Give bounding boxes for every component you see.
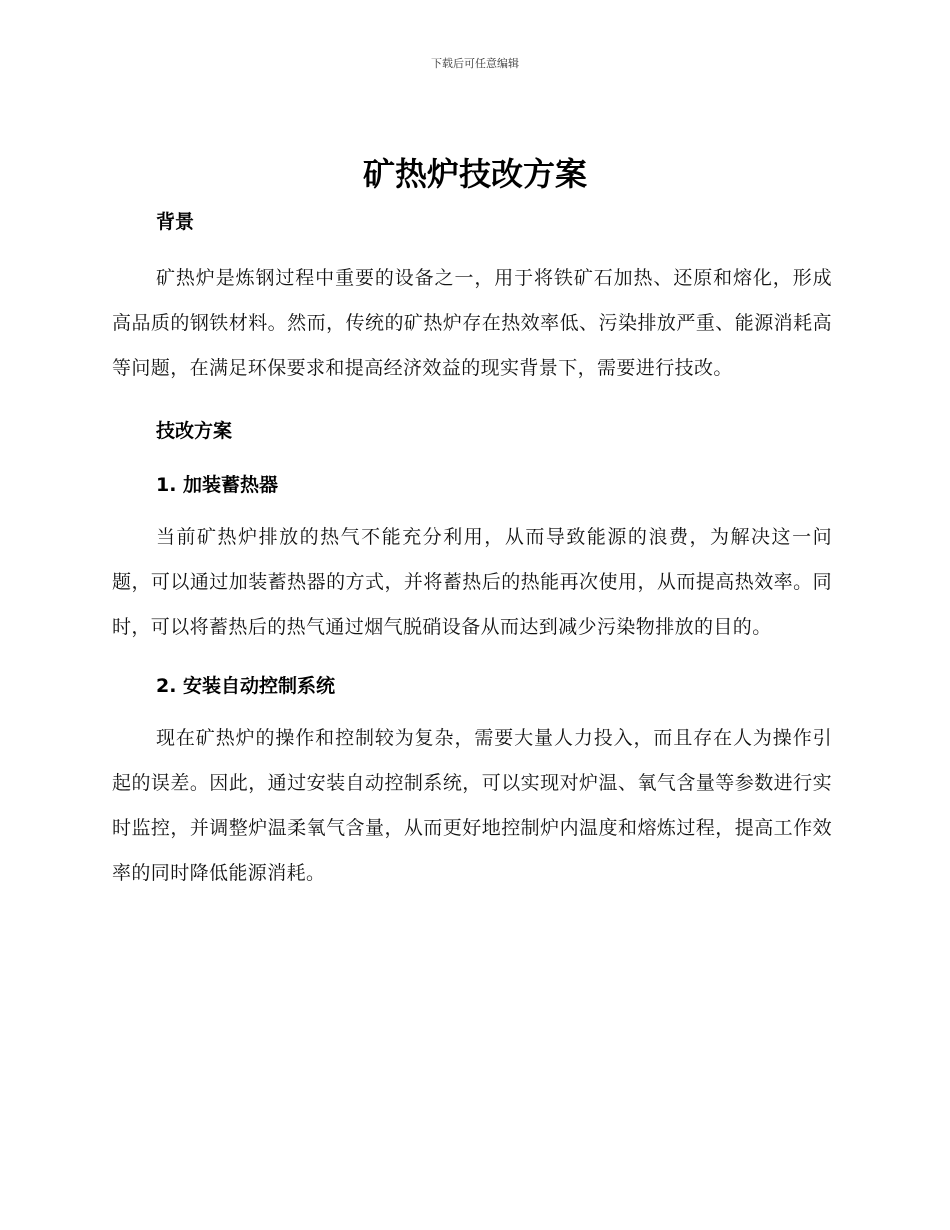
subsection-paragraph-1: 当前矿热炉排放的热气不能充分利用，从而导致能源的浪费，为解决这一问题，可以通过加装蓄热器的方式，并将蓄热后的热能再次使用，从而提高热效率。同时，可以将蓄热后的热气通过烟气脱硝设备从而达到减少污染物排放的目的。 xyxy=(112,526,832,638)
page-title: 矿热炉技改方案 xyxy=(362,155,587,193)
section-heading-plan: 技改方案 xyxy=(156,420,233,442)
subsection-heading-1: 1. 加装蓄热器 xyxy=(156,474,279,496)
subsection-heading-2: 2. 安装自动控制系统 xyxy=(156,675,336,697)
subsection-paragraph-2: 现在矿热炉的操作和控制较为复杂，需要大量人力投入，而且存在人为操作引起的误差。因此，通过安装自动控制系统，可以实现对炉温、氧气含量等参数进行实时监控，并调整炉温柔氧气含量，从而更好地控制炉内温度和熔炼过程，提高工作效率的同时降低能源消耗。 xyxy=(112,727,832,884)
section-paragraph-background: 矿热炉是炼钢过程中重要的设备之一，用于将铁矿石加热、还原和熔化，形成高品质的钢铁材料。然而，传统的矿热炉存在热效率低、污染排放严重、能源消耗高等问题，在满足环保要求和提高经济效益的现实背景下，需要进行技改。 xyxy=(112,267,832,379)
header-note: 下载后可任意编辑 xyxy=(431,57,519,70)
document-body xyxy=(112,206,832,896)
section-heading-background: 背景 xyxy=(156,211,195,233)
